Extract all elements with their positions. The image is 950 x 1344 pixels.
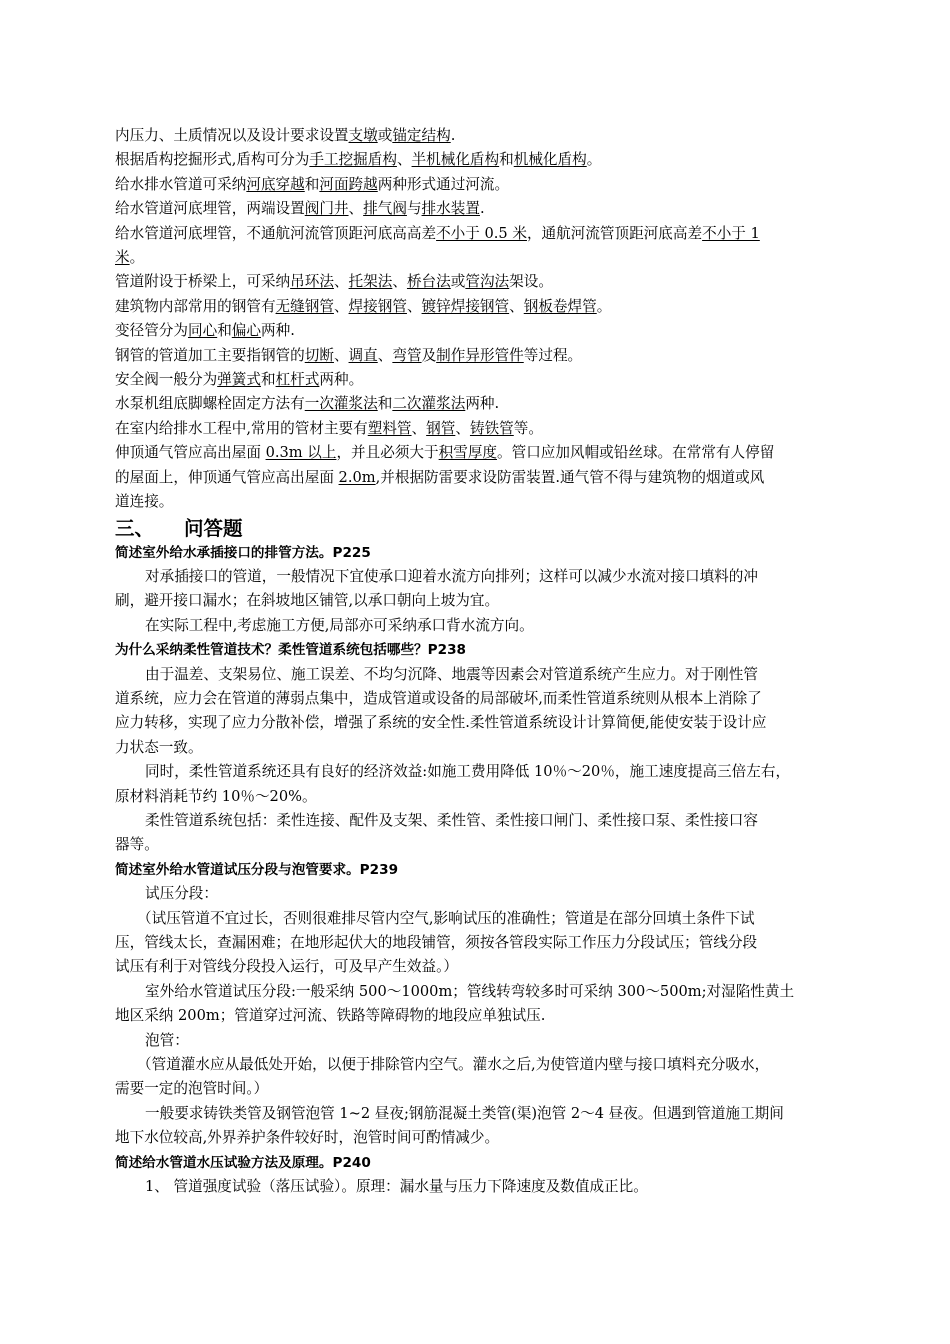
answer-line: 试压有利于对管线分段投入运行，可及早产生效益。） (115, 958, 458, 976)
question-3-title: 简述室外给水管道试压分段与泡管要求。P239 (115, 861, 399, 878)
answer-line: （试压管道不宜过长，否则很难排尽管内空气,影响试压的准确性；管道是在部分回填土条件下试 (137, 909, 755, 927)
answer-line: 在实际工程中,考虑施工方便,局部亦可采纳承口背水流方向。 (145, 616, 534, 634)
fill-line-5: 给水管道河底埋管，不通航河流管顶距河底高高差不小于 0.5 米，通航河流管顶距河底高差不小于 1 (115, 224, 760, 242)
answer-line: 刷，避开接口漏水；在斜坡地区铺管,以承口朝向上坡为宜。 (115, 592, 500, 610)
question-1-title: 简述室外给水承插接口的排管方法。P225 (115, 544, 371, 561)
answer-line: 由于温差、支架易位、施工误差、不均匀沉降、地震等因素会对管道系统产生应力。对于刚性管 (145, 665, 758, 683)
answer-line: 室外给水管道试压分段:一般采纳 500～1000m；管线转弯较多时可采纳 300～500m;对湿陷性黄土 (145, 982, 795, 1000)
fill-line-13: 在室内给排水工程中,常用的管材主要有塑料管、钢管、铸铁管等。 (115, 419, 543, 437)
question-2-title: 为什么采纳柔性管道技术？柔性管道系统包括哪些？P238 (115, 642, 466, 659)
section-heading (115, 517, 860, 541)
fill-line-15: 的屋面上，伸顶通气管应高出屋面 2.0m,并根据防雷要求设防雷装置.通气管不得与建筑物的烟道或风 (115, 468, 765, 486)
fill-line-6: 米。 (115, 249, 145, 267)
answer-line: （管道灌水应从最低处开始，以便于排除管内空气。灌水之后,为使管道内壁与接口填料充分吸水， (137, 1056, 770, 1074)
fill-line-3: 给水排水管道可采纳河底穿越和河面跨越两种形式通过河流。 (115, 175, 510, 193)
answer-line: 地下水位较高,外界养护条件较好时，泡管时间可酌情减少。 (115, 1129, 500, 1147)
fill-line-4: 给水管道河底埋管，两端设置阀门井、排气阀与排水装置. (115, 200, 485, 218)
answer-line: 对承插接口的管道，一般情况下宜使承口迎着水流方向排列；这样可以减少水流对接口填料的冲 (145, 567, 758, 585)
fill-line-12: 水泵机组底脚螺栓固定方法有一次灌浆法和二次灌浆法两种. (115, 395, 500, 413)
document-page (115, 124, 860, 1199)
answer-line: 应力转移，实现了应力分散补偿，增强了系统的安全性.柔性管道系统设计计算简便,能使安装于设计应 (115, 714, 767, 732)
answer-line: 试压分段： (145, 885, 218, 903)
question-4-title: 简述给水管道水压试验方法及原理。P240 (115, 1154, 371, 1171)
section-title: 问答题 (184, 516, 243, 540)
fill-line-8: 建筑物内部常用的钢管有无缝钢管、焊接钢管、镀锌焊接钢管、钢板卷焊管。 (115, 297, 612, 315)
answer-line: 道系统，应力会在管道的薄弱点集中，造成管道或设备的局部破坏,而柔性管道系统则从根本上消除了 (115, 689, 762, 707)
answer-line: 压，管线太长，查漏困难；在地形起伏大的地段铺管，须按各管段实际工作压力分段试压；管线分段 (115, 934, 758, 951)
fill-line-14: 伸顶通气管应高出屋面 0.3m 以上，并且必须大于积雪厚度。管口应加风帽或铅丝球。在常常有人停留 (115, 444, 775, 462)
fill-line-16: 道连接。 (115, 493, 174, 511)
fill-line-7: 管道附设于桥梁上，可采纳吊环法、托架法、桥台法或管沟法架设。 (115, 273, 553, 291)
fill-line-9: 变径管分为同心和偏心两种. (115, 322, 295, 340)
answer-line: 需要一定的泡管时间。） (115, 1080, 269, 1098)
answer-line: 泡管： (145, 1031, 189, 1049)
section-number: 三、 (115, 516, 155, 540)
fill-line-1: 内压力、土质情况以及设计要求设置支墩或锚定结构. (115, 127, 456, 144)
answer-line: 原材料消耗节约 10％～20%。 (115, 787, 317, 805)
answer-line: 地区采纳 200m；管道穿过河流、铁路等障碍物的地段应单独试压. (115, 1007, 546, 1025)
answer-line: 力状态一致。 (115, 738, 203, 756)
answer-line: 柔性管道系统包括：柔性连接、配件及支架、柔性管、柔性接口闸门、柔性接口泵、柔性接口容 (145, 811, 758, 829)
answer-line: 1、 管道强度试验（落压试验）。原理：漏水量与压力下降速度及数值成正比。 (145, 1178, 648, 1196)
fill-line-11: 安全阀一般分为弹簧式和杠杆式两种。 (115, 371, 364, 389)
answer-line: 一般要求铸铁类管及钢管泡管 1~2 昼夜;钢筋混凝土类管(渠)泡管 2～4 昼夜。但遇到管道施工期间 (145, 1104, 784, 1122)
answer-line: 同时，柔性管道系统还具有良好的经济效益:如施工费用降低 10％～20％，施工速度提高三倍左右， (145, 763, 791, 781)
fill-line-10: 钢管的管道加工主要指钢管的切断、调直、弯管及制作异形管件等过程。 (115, 346, 583, 364)
answer-line: 器等。 (115, 836, 159, 854)
fill-line-2: 根据盾构挖掘形式,盾构可分为手工挖掘盾构、半机械化盾构和机械化盾构。 (115, 151, 602, 169)
